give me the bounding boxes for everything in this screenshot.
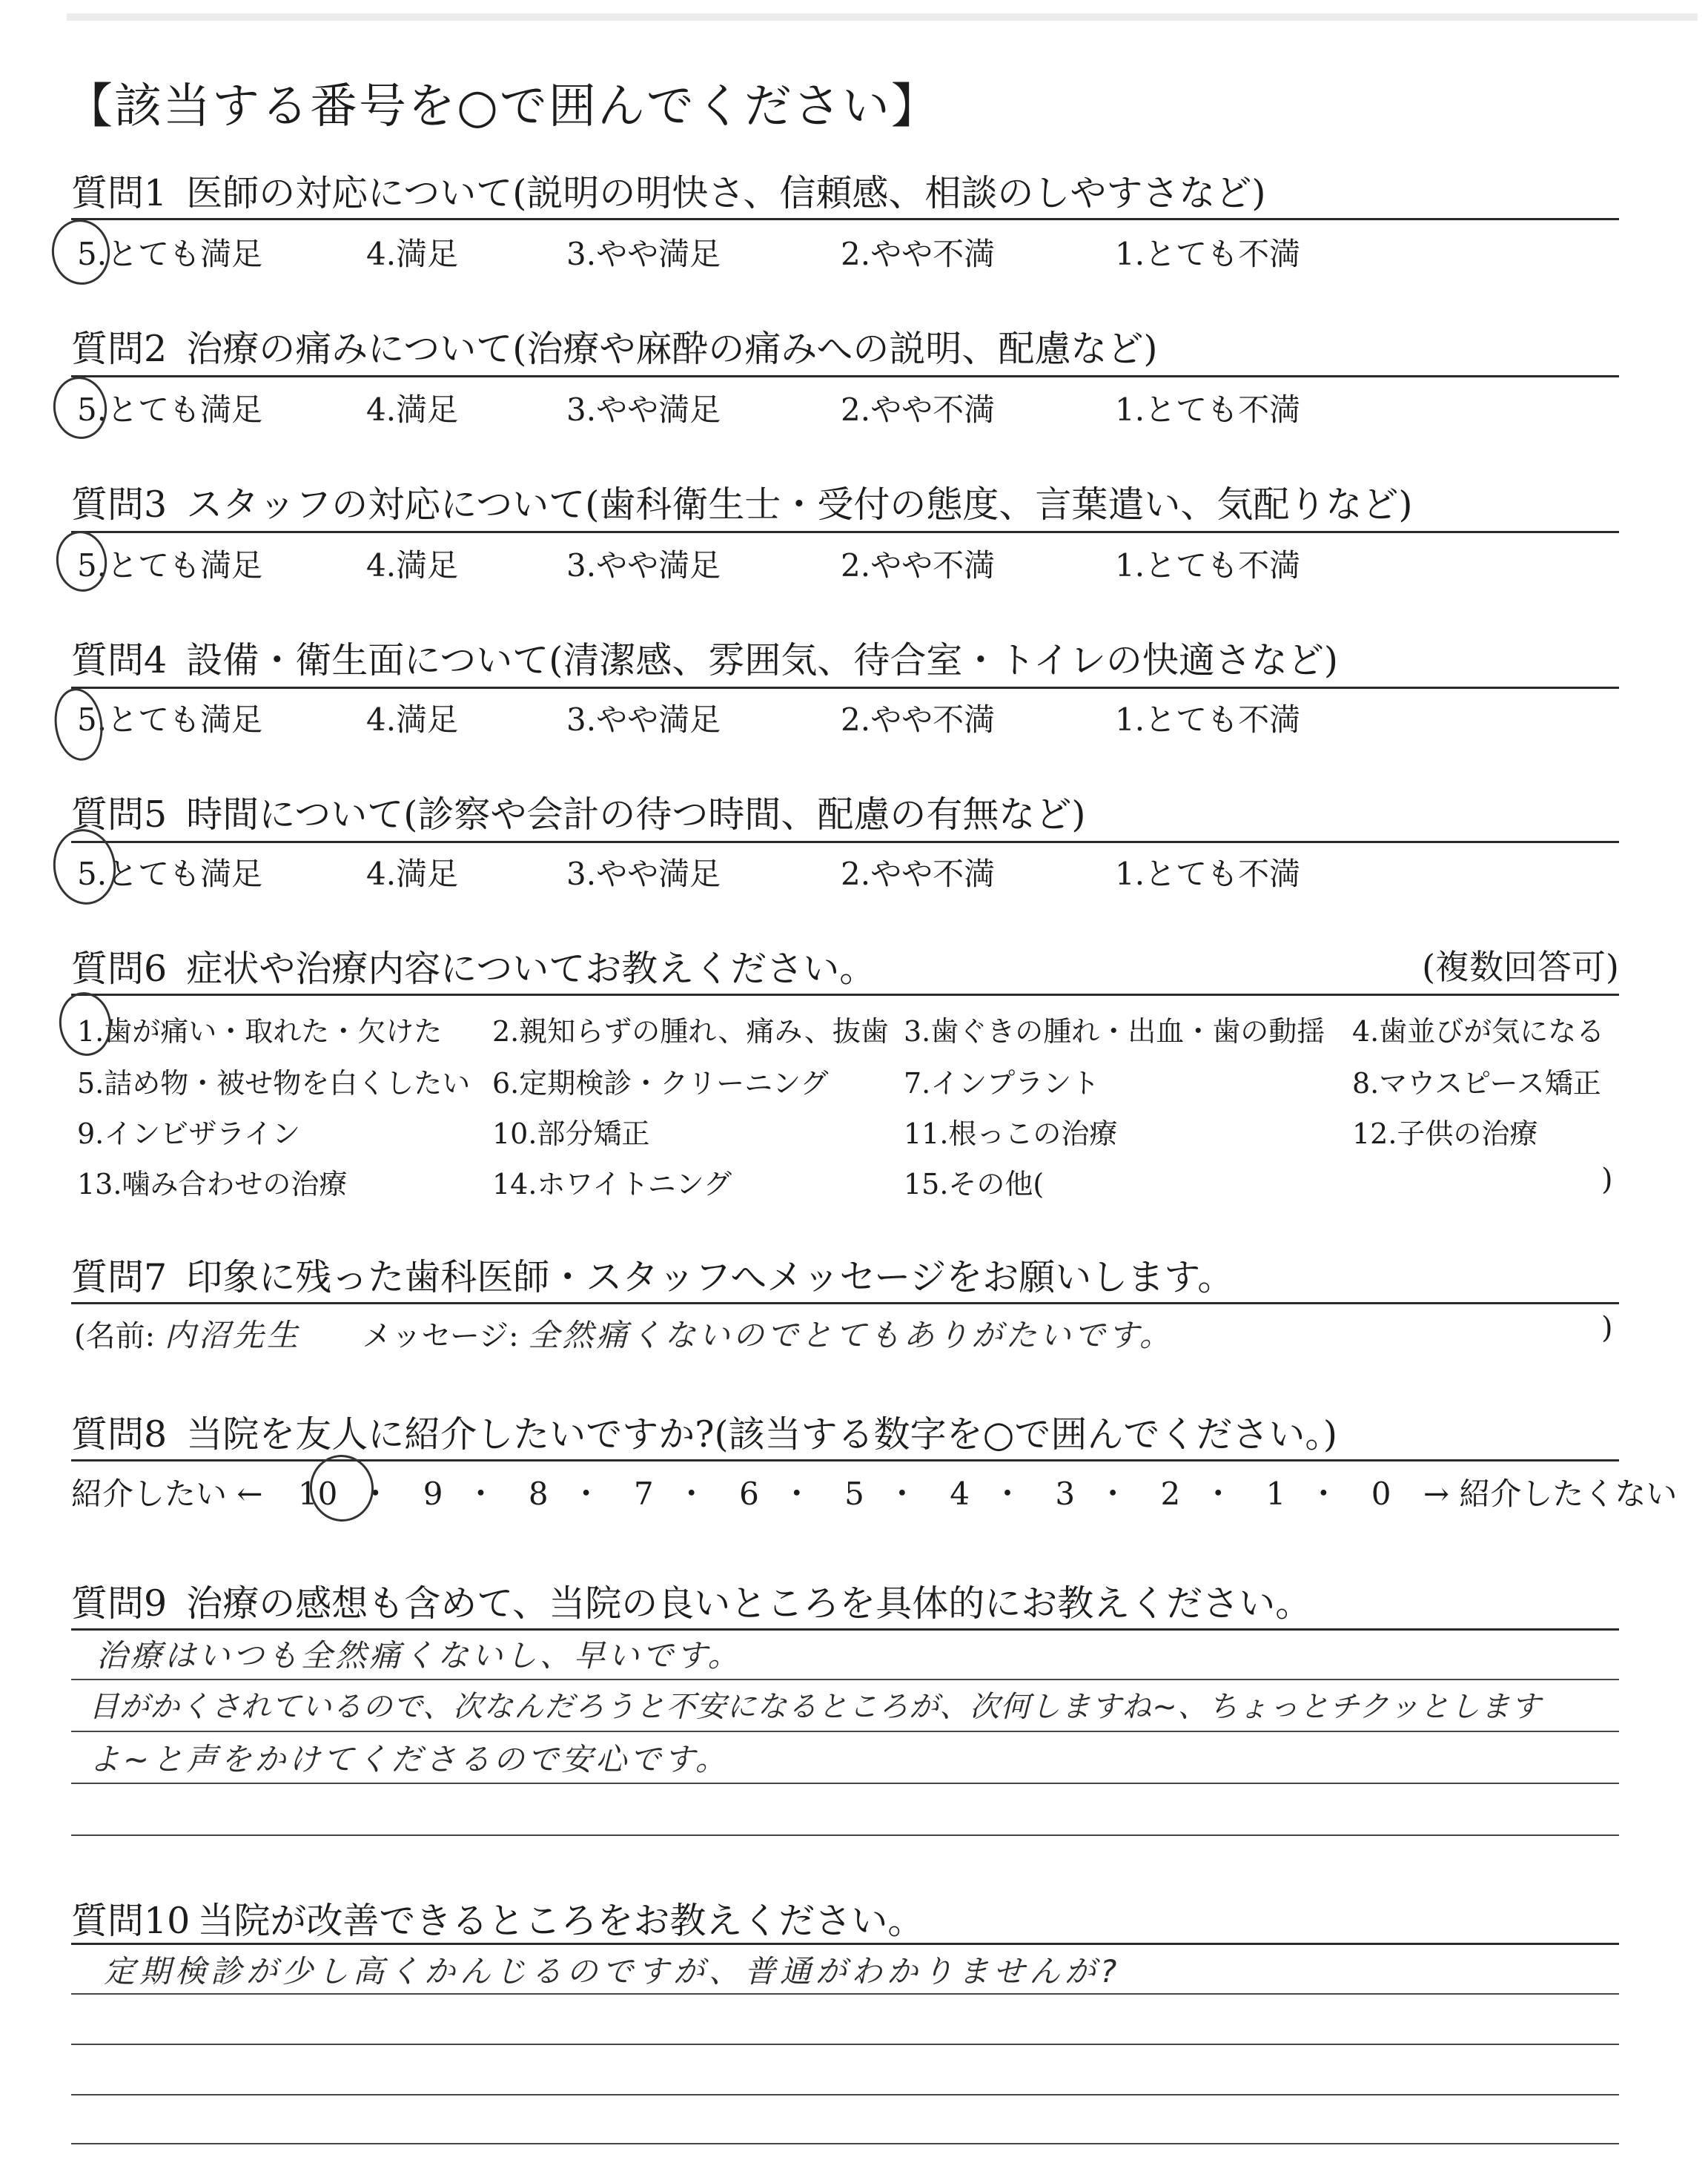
page-title: 【該当する番号を○で囲んでください】	[65, 79, 940, 134]
q9-answer-line[interactable]: よ~と声をかけてくださるので安心です。	[89, 1741, 729, 1777]
scale-value[interactable]: 3	[1055, 1476, 1076, 1512]
selection-circle	[50, 373, 111, 442]
question-8	[71, 1406, 1337, 1458]
rule	[71, 1834, 1619, 1836]
rule	[71, 1302, 1619, 1304]
option-5[interactable]: 5.とても満足	[77, 236, 263, 272]
question-4	[71, 632, 1338, 684]
message-close-paren: )	[1601, 1311, 1613, 1345]
q9-answer-line[interactable]: 目がかくされているので、次なんだろうと不安になるところが、次何しますね~、ちょっとチクッとします	[89, 1690, 1542, 1724]
q6-option[interactable]: 10.部分矯正	[492, 1117, 650, 1150]
q6-option[interactable]: 8.マウスピース矯正	[1352, 1067, 1601, 1100]
selection-circle	[305, 1450, 378, 1525]
option-2[interactable]: 2.やや不満	[841, 392, 996, 428]
rule	[71, 2044, 1619, 2045]
scale-value[interactable]: 10	[297, 1476, 338, 1512]
q6-option[interactable]: 3.歯ぐきの腫れ・出血・歯の動揺	[904, 1015, 1325, 1048]
rule	[71, 687, 1619, 689]
q7-message-line	[74, 1311, 1174, 1355]
question-text: 設備・衛生面について(清潔感、雰囲気、待合室・トイレの快適さなど)	[186, 639, 1338, 681]
option-4[interactable]: 4.満足	[366, 547, 459, 584]
question-text: 時間について(診察や会計の待つ時間、配慮の有無など)	[186, 793, 1086, 836]
referral-scale: 紹介したい ← 10 ・ 9 ・ 8 ・ 7 ・ 6 ・ 5 ・ 4 ・ 3 ・ 2 ・ 1 ・ 0 → 紹介したくない	[71, 1476, 1678, 1512]
message-value[interactable]: 全然痛くないのでとてもありがたいです。	[528, 1317, 1174, 1353]
rule	[71, 1459, 1619, 1462]
option-1[interactable]: 1.とても不満	[1115, 392, 1301, 428]
question-text: 当院が改善できるところをお教えください。	[197, 1900, 924, 1942]
rule	[71, 1679, 1619, 1680]
question-text: 治療の感想も含めて、当院の良いところを具体的にお教えください。	[186, 1582, 1312, 1625]
scale-value[interactable]: 6	[739, 1476, 759, 1512]
question-number: 質問7	[71, 1256, 168, 1298]
q6-option[interactable]: 2.親知らずの腫れ、痛み、抜歯	[492, 1015, 889, 1048]
question-number: 質問6	[71, 948, 168, 990]
page-edge	[67, 13, 1698, 21]
scale-value[interactable]: 1	[1265, 1476, 1286, 1512]
rule	[71, 1731, 1619, 1732]
question-number: 質問8	[71, 1413, 168, 1456]
question-number: 質問10	[71, 1900, 191, 1942]
option-3[interactable]: 3.やや満足	[566, 856, 721, 892]
question-text: スタッフの対応について(歯科衛生士・受付の態度、言葉遣い、気配りなど)	[186, 483, 1413, 526]
scale-value[interactable]: 9	[423, 1476, 443, 1512]
question-number: 質問5	[71, 793, 168, 836]
option-2[interactable]: 2.やや不満	[841, 856, 996, 892]
option-3[interactable]: 3.やや満足	[566, 701, 721, 738]
scale-value[interactable]: 8	[528, 1476, 549, 1512]
message-label: メッセージ:	[362, 1319, 519, 1353]
rule	[71, 994, 1619, 996]
question-3	[71, 476, 1412, 528]
rule	[71, 2094, 1619, 2095]
option-2[interactable]: 2.やや不満	[841, 547, 996, 584]
question-text: 症状や治療内容についてお教えください。	[186, 948, 876, 990]
q6-option[interactable]: 4.歯並びが気になる	[1352, 1015, 1605, 1048]
other-close-paren: )	[1601, 1163, 1613, 1197]
option-4[interactable]: 4.満足	[366, 701, 459, 738]
option-1[interactable]: 1.とても不満	[1115, 701, 1301, 738]
name-label: (名前:	[74, 1319, 156, 1353]
question-9	[71, 1575, 1311, 1627]
option-5[interactable]: 5.とても満足	[77, 392, 263, 428]
q6-option[interactable]: 13.噛み合わせの治療	[77, 1168, 348, 1200]
option-3[interactable]: 3.やや満足	[566, 547, 721, 584]
scale-right-label: → 紹介したくない	[1423, 1476, 1678, 1512]
scale-value[interactable]: 4	[950, 1476, 970, 1512]
q6-option[interactable]: 12.子供の治療	[1352, 1117, 1538, 1150]
question-text: 医師の対応について(説明の明快さ、信頼感、相談のしやすさなど)	[186, 172, 1266, 214]
q6-option[interactable]: 15.その他(	[904, 1168, 1045, 1200]
option-5[interactable]: 5.とても満足	[77, 547, 263, 584]
q6-option[interactable]: 6.定期検診・クリーニング	[492, 1067, 829, 1100]
option-3[interactable]: 3.やや満足	[566, 236, 721, 272]
option-2[interactable]: 2.やや不満	[841, 236, 996, 272]
rule	[71, 1783, 1619, 1784]
question-2	[71, 320, 1157, 372]
question-1	[71, 165, 1265, 217]
scale-left-label: 紹介したい ←	[71, 1476, 263, 1512]
q6-option[interactable]: 9.インビザライン	[77, 1117, 301, 1150]
multiple-answers-note: (複数回答可)	[1422, 947, 1619, 987]
scale-value[interactable]: 5	[844, 1476, 864, 1512]
option-5[interactable]: 5.とても満足	[77, 856, 263, 892]
q6-option[interactable]: 14.ホワイトニング	[492, 1168, 732, 1200]
rule	[71, 2143, 1619, 2144]
option-1[interactable]: 1.とても不満	[1115, 856, 1301, 892]
option-1[interactable]: 1.とても不満	[1115, 236, 1301, 272]
q9-answer-line[interactable]: 治療はいつも全然痛くないし、早いです。	[96, 1637, 742, 1674]
q10-answer-line[interactable]: 定期検診が少し高くかんじるのですが、普通がわかりませんが?	[104, 1953, 1122, 1989]
rule	[71, 1628, 1619, 1631]
option-4[interactable]: 4.満足	[366, 856, 459, 892]
rule	[71, 1943, 1619, 1945]
scale-value[interactable]: 7	[633, 1476, 654, 1512]
scale-value[interactable]: 0	[1371, 1476, 1391, 1512]
q6-option[interactable]: 5.詰め物・被せ物を白くしたい	[77, 1067, 471, 1100]
scale-value[interactable]: 2	[1160, 1476, 1181, 1512]
name-value[interactable]: 内沼先生	[164, 1317, 301, 1353]
question-text: 治療の痛みについて(治療や麻酔の痛みへの説明、配慮など)	[186, 328, 1158, 370]
question-text: 当院を友人に紹介したいですか?(該当する数字を○で囲んでください。)	[186, 1413, 1337, 1456]
question-10	[71, 1892, 924, 1944]
question-number: 質問2	[71, 328, 168, 370]
rule	[71, 218, 1619, 220]
option-2[interactable]: 2.やや不満	[841, 701, 996, 738]
question-7	[71, 1249, 1234, 1301]
selection-circle	[47, 216, 113, 288]
question-number: 質問3	[71, 483, 168, 526]
question-6	[71, 940, 875, 992]
rule	[71, 1993, 1619, 1995]
q6-option[interactable]: 11.根っこの治療	[904, 1117, 1118, 1150]
option-4[interactable]: 4.満足	[366, 236, 459, 272]
question-number: 質問4	[71, 639, 168, 681]
rule	[71, 841, 1619, 843]
option-1[interactable]: 1.とても不満	[1115, 547, 1301, 584]
option-5[interactable]: 5.とても満足	[77, 701, 263, 738]
option-4[interactable]: 4.満足	[366, 392, 459, 428]
question-text: 印象に残った歯科医師・スタッフへメッセージをお願いします。	[186, 1256, 1234, 1298]
option-3[interactable]: 3.やや満足	[566, 392, 721, 428]
question-number: 質問9	[71, 1582, 168, 1625]
q6-option[interactable]: 7.インプラント	[904, 1067, 1100, 1100]
rule	[71, 531, 1619, 533]
rule	[71, 375, 1619, 377]
q6-option[interactable]: 1.歯が痛い・取れた・欠けた	[77, 1015, 443, 1048]
question-5	[71, 786, 1085, 838]
question-number: 質問1	[71, 172, 168, 214]
